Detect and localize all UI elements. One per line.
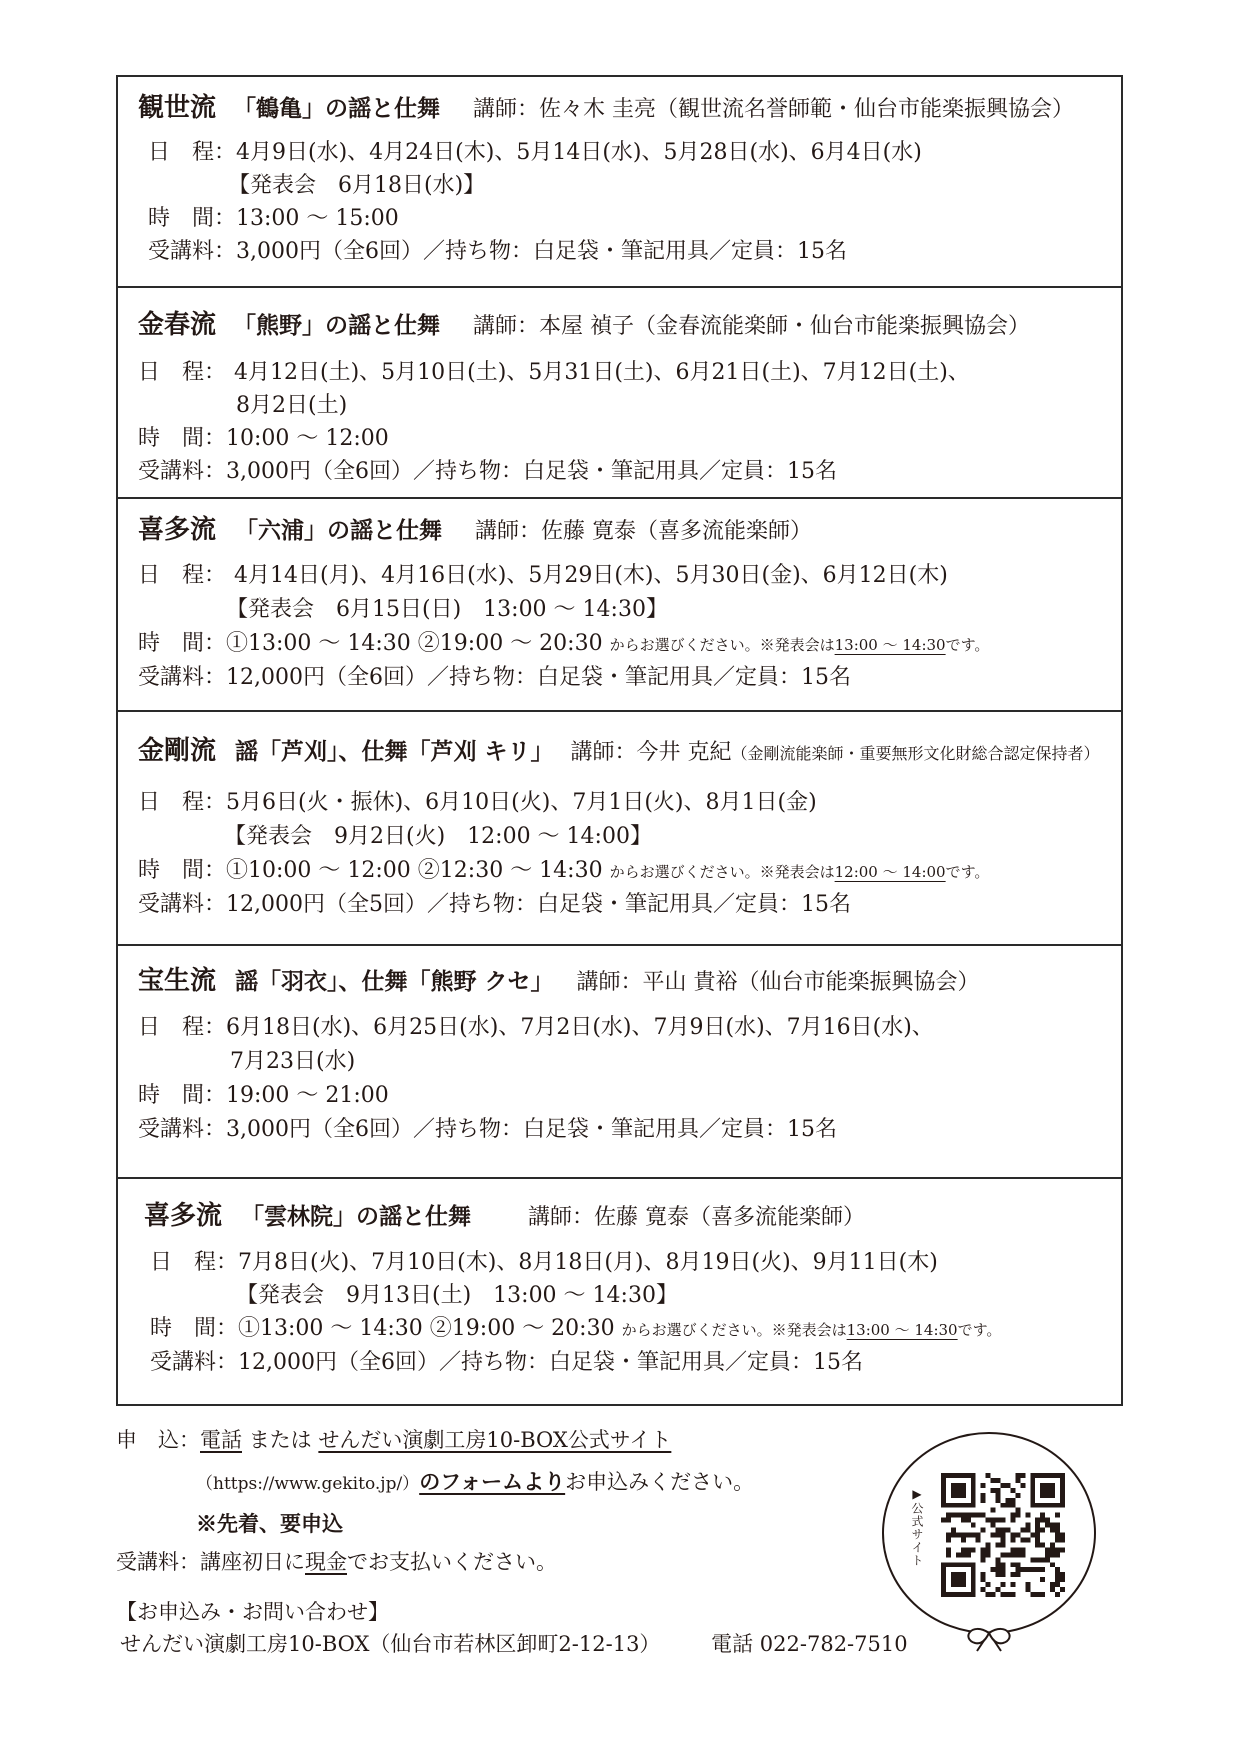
schedule-dates: 4月9日(水)、4月24日(木)、5月14日(水)、5月28日(水)、6月4日(水) — [236, 140, 922, 165]
time-label: 時 間： — [150, 1316, 239, 1341]
course-card — [116, 286, 1123, 499]
fee-label: 受講料： — [138, 1117, 227, 1142]
time-value: ①13:00 ～ 14:30 ②19:00 ～ 20:30 — [238, 1316, 615, 1341]
time-value: 13:00 ～ 15:00 — [236, 206, 399, 231]
school-name: 喜多流 — [138, 515, 217, 545]
recital-date: 【発表会 6月18日(水)】 — [228, 173, 486, 198]
schedule-dates: 4月14日(月)、4月16日(水)、5月29日(木)、5月30日(金)、6月12日(木) — [234, 563, 948, 588]
fee-label: 受講料： — [138, 665, 227, 690]
fee-value: 3,000円（全6回）／持ち物：白足袋・筆記用具／定員：15名 — [226, 1117, 837, 1142]
program-title: 「六浦」の謡と仕舞 — [235, 518, 443, 544]
official-site-qr[interactable] — [875, 1425, 1103, 1653]
teacher: 講師：佐々木 圭亮（観世流名誉師範・仙台市能楽振興協会） — [473, 97, 1075, 122]
apply-note: ※先着、要申込 — [196, 1511, 343, 1536]
fee-value: 3,000円（全6回）／持ち物：白足袋・筆記用具／定員：15名 — [236, 239, 847, 264]
teacher: 講師：佐藤 寛泰（喜多流能楽師） — [475, 519, 813, 544]
recital-date: 【発表会 9月13日(土) 13:00 ～ 14:30】 — [236, 1283, 678, 1308]
recital-date: 【発表会 6月15日(日) 13:00 ～ 14:30】 — [226, 597, 668, 622]
schedule-label: 日 程： — [138, 563, 227, 588]
fee-value: 12,000円（全6回）／持ち物：白足袋・筆記用具／定員：15名 — [238, 1350, 863, 1375]
school-name: 観世流 — [138, 93, 217, 123]
time-note: からお選びください。※発表会は12:00 ～ 14:00です。 — [609, 863, 990, 881]
qr-code-icon — [941, 1473, 1065, 1597]
time-label: 時 間： — [148, 206, 237, 231]
schedule-label: 日 程： — [150, 1250, 239, 1275]
time-value: 10:00 ～ 12:00 — [226, 426, 389, 451]
time-value: 19:00 ～ 21:00 — [226, 1083, 389, 1108]
time-label: 時 間： — [138, 858, 227, 883]
payment-label: 受講料： — [116, 1550, 200, 1574]
program-title: 「熊野」の謡と仕舞 — [233, 313, 441, 339]
recital-date: 【発表会 9月2日(火) 12:00 ～ 14:00】 — [224, 824, 652, 849]
fee-value: 12,000円（全5回）／持ち物：白足袋・筆記用具／定員：15名 — [226, 892, 851, 917]
program-title: 「鶴亀」の謡と仕舞 — [233, 96, 441, 122]
course-card — [116, 1177, 1123, 1406]
schedule-dates-cont: 8月2日(土) — [236, 393, 348, 418]
time-label: 時 間： — [138, 1083, 227, 1108]
program-title: 謡「羽衣」、仕舞「熊野 クセ」 — [235, 969, 554, 995]
apply-url[interactable]: （https://www.gekito.jp/） — [196, 1474, 420, 1494]
fee-label: 受講料： — [138, 459, 227, 484]
time-note: からお選びください。※発表会は13:00 ～ 14:30です。 — [621, 1321, 1002, 1339]
time-label: 時 間： — [138, 631, 227, 656]
time-note: からお選びください。※発表会は13:00 ～ 14:30です。 — [609, 636, 990, 654]
time-label: 時 間： — [138, 426, 227, 451]
fee-label: 受講料： — [150, 1350, 239, 1375]
course-card — [116, 710, 1123, 946]
schedule-dates: 5月6日(火・振休)、6月10日(火)、7月1日(火)、8月1日(金) — [226, 790, 817, 815]
apply-instruction: お申込みください。 — [565, 1470, 755, 1494]
schedule-label: 日 程： — [138, 360, 227, 385]
qr-caption: ▶公式サイト — [910, 1487, 924, 1567]
school-name: 金春流 — [138, 310, 217, 340]
fee-label: 受講料： — [148, 239, 237, 264]
apply-or: または — [248, 1428, 312, 1452]
contact-heading: 【お申込み・お問い合わせ】 — [116, 1600, 389, 1624]
apply-label: 申 込： — [116, 1428, 200, 1452]
contact-phone: 電話 022-782-7510 — [711, 1632, 908, 1656]
teacher: 講師：佐藤 寛泰（喜多流能楽師） — [528, 1205, 866, 1230]
course-card — [116, 497, 1123, 712]
schedule-label: 日 程： — [138, 1015, 227, 1040]
fee-value: 3,000円（全6回）／持ち物：白足袋・筆記用具／定員：15名 — [226, 459, 837, 484]
schedule-dates: 6月18日(水)、6月25日(水)、7月2日(水)、7月9日(水)、7月16日(水)、 — [226, 1015, 934, 1040]
apply-site-link[interactable]: せんだい演劇工房10-BOX公式サイト — [318, 1428, 672, 1452]
course-card — [116, 75, 1123, 288]
payment-cash: 現金 — [305, 1550, 347, 1574]
fee-value: 12,000円（全6回）／持ち物：白足袋・筆記用具／定員：15名 — [226, 665, 851, 690]
program-title: 謡「芦刈」、仕舞「芦刈 キリ」 — [235, 739, 554, 765]
fee-label: 受講料： — [138, 892, 227, 917]
apply-form: のフォームより — [419, 1469, 566, 1494]
school-name: 宝生流 — [138, 966, 217, 996]
schedule-dates: 4月12日(土)、5月10日(土)、5月31日(土)、6月21日(土)、7月12日(土)、 — [234, 360, 970, 385]
time-value: ①13:00 ～ 14:30 ②19:00 ～ 20:30 — [226, 631, 603, 656]
schedule-dates: 7月8日(火)、7月10日(木)、8月18日(月)、8月19日(火)、9月11日(木) — [238, 1250, 938, 1275]
schedule-label: 日 程： — [138, 790, 227, 815]
time-value: ①10:00 ～ 12:00 ②12:30 ～ 14:30 — [226, 858, 603, 883]
program-title: 「雲林院」の謡と仕舞 — [241, 1204, 472, 1230]
schedule-dates-cont: 7月23日(水) — [230, 1049, 356, 1074]
school-name: 金剛流 — [138, 736, 217, 766]
schedule-label: 日 程： — [148, 140, 237, 165]
contact-org: せんだい演劇工房10-BOX（仙台市若林区卸町2-12-13） — [120, 1632, 661, 1656]
school-name: 喜多流 — [144, 1201, 223, 1231]
teacher: 講師：今井 克紀（金剛流能楽師・重要無形文化財総合認定保持者） — [570, 740, 1100, 765]
teacher: 講師：本屋 禎子（金春流能楽師・仙台市能楽振興協会） — [473, 314, 1031, 339]
apply-phone: 電話 — [200, 1428, 242, 1452]
teacher: 講師：平山 貴裕（仙台市能楽振興協会） — [576, 970, 980, 995]
course-card — [116, 944, 1123, 1179]
